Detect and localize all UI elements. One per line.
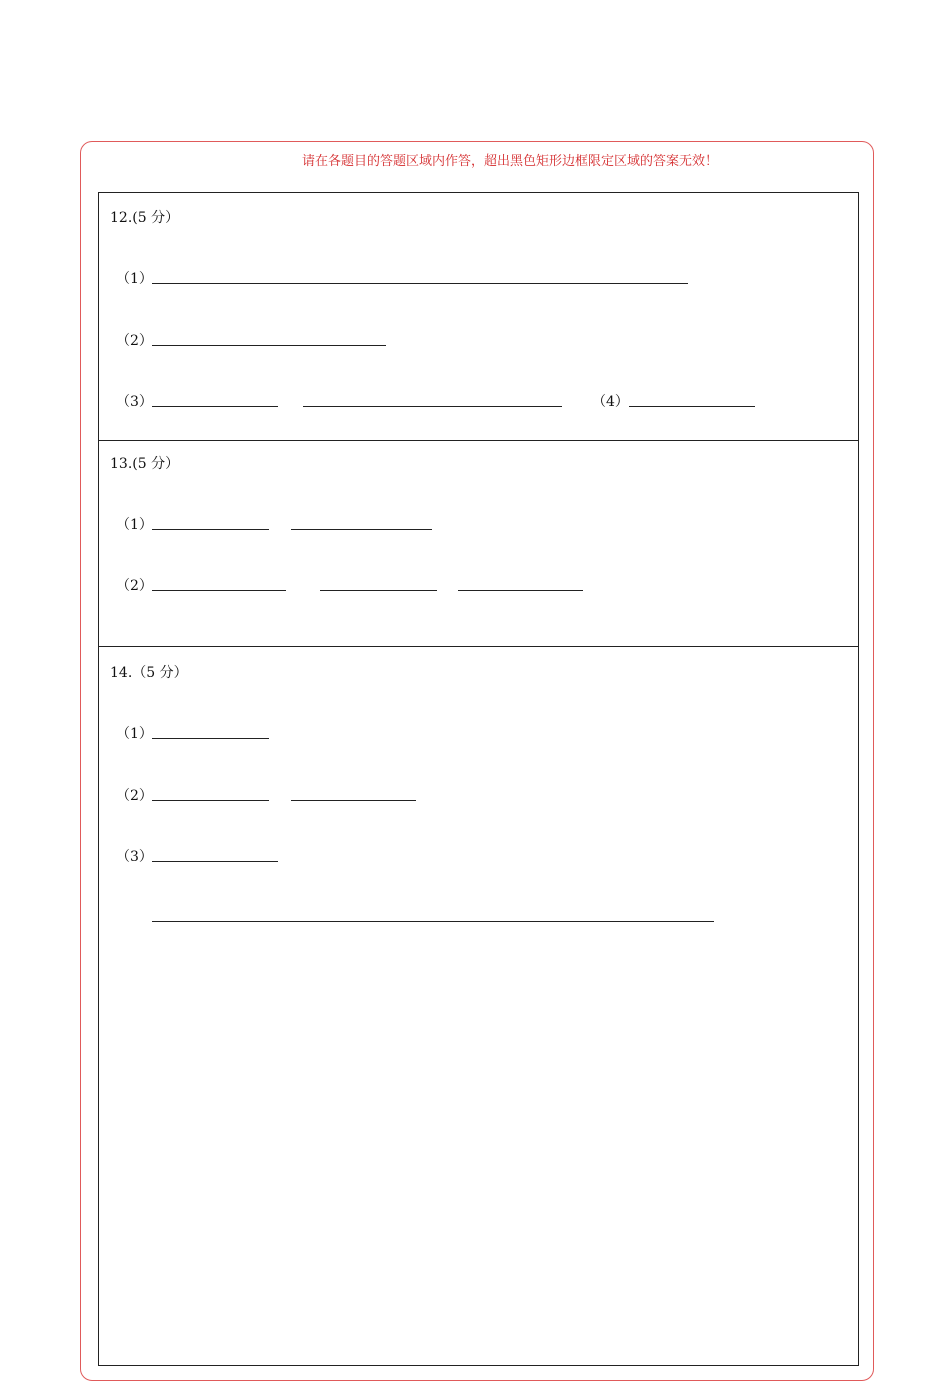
answer-blank[interactable] xyxy=(320,590,437,591)
answer-blank[interactable] xyxy=(152,738,269,739)
part-label: （1） xyxy=(116,271,153,287)
question-12-title: 12.(5 分） xyxy=(110,210,180,226)
answer-blank[interactable] xyxy=(152,921,714,922)
part-label: （3） xyxy=(116,394,153,410)
answer-blank[interactable] xyxy=(629,406,755,407)
answer-blank[interactable] xyxy=(152,406,278,407)
answer-blank[interactable] xyxy=(152,529,269,530)
question-12-box xyxy=(98,192,859,441)
answer-blank[interactable] xyxy=(152,345,386,346)
question-13-box xyxy=(98,440,859,647)
question-14-title: 14.（5 分） xyxy=(110,665,188,681)
question-13-title: 13.(5 分） xyxy=(110,456,180,472)
part-label: （1） xyxy=(116,726,153,742)
answer-blank[interactable] xyxy=(152,800,269,801)
question-14-box xyxy=(98,646,859,1366)
answer-blank[interactable] xyxy=(291,529,432,530)
answer-blank[interactable] xyxy=(458,590,583,591)
answer-area-notice: 请在各题目的答题区域内作答，超出黑色矩形边框限定区域的答案无效！ xyxy=(301,154,718,169)
answer-blank[interactable] xyxy=(152,283,688,284)
answer-blank[interactable] xyxy=(152,590,286,591)
part-label: （3） xyxy=(116,849,153,865)
part-label: （2） xyxy=(116,788,153,804)
answer-blank[interactable] xyxy=(291,800,416,801)
part-label: （4） xyxy=(592,394,629,410)
part-label: （2） xyxy=(116,333,153,349)
answer-blank[interactable] xyxy=(152,861,278,862)
answer-blank[interactable] xyxy=(303,406,562,407)
part-label: （1） xyxy=(116,517,153,533)
part-label: （2） xyxy=(116,578,153,594)
